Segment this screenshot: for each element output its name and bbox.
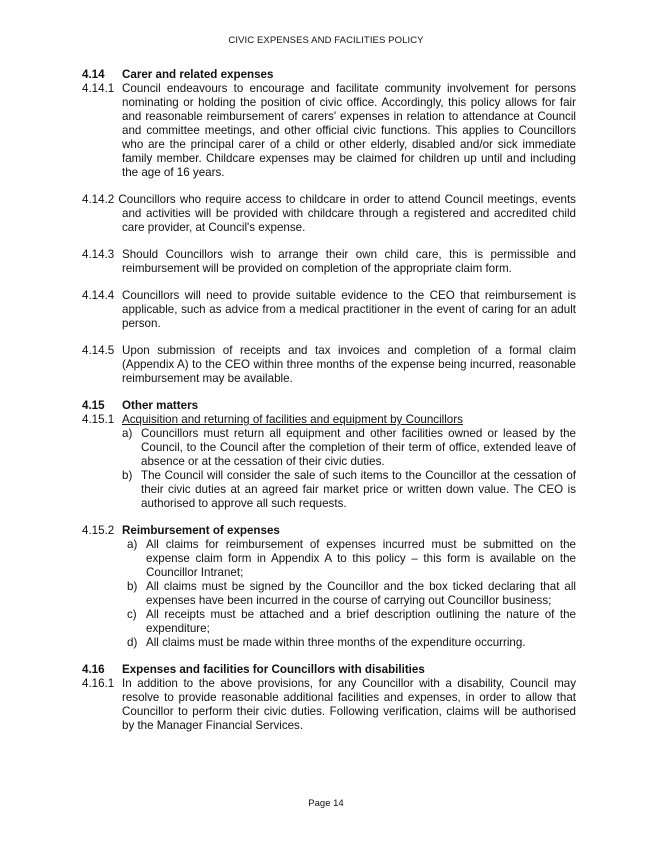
- item-text: All claims must be signed by the Councillor and the box ticked declaring that all expenses have been incurred in the course of carrying out Councillor business;: [146, 580, 576, 607]
- item-list: [127, 538, 576, 650]
- subsection-4-15-2: [82, 524, 576, 538]
- item-text: All receipts must be attached and a brief description outlining the nature of the expenditure;: [146, 608, 576, 635]
- list-item: [122, 469, 576, 511]
- document-body: [82, 68, 576, 733]
- item-letter: b): [122, 469, 133, 482]
- list-item: [127, 538, 576, 580]
- clause-number: 4.14.3: [82, 248, 115, 261]
- section-heading-4-16: [82, 663, 576, 677]
- item-letter: d): [127, 636, 138, 649]
- item-letter: a): [122, 427, 133, 440]
- list-item: [127, 636, 576, 650]
- item-text: Councillors must return all equipment and other facilities owned or leased by the Council, to the Council after the completion of their term of office, extended leave of absence or at the cessation of their civic duties.: [141, 427, 576, 468]
- section-title: Carer and related expenses: [122, 68, 274, 81]
- clause-text: In addition to the above provisions, for any Councillor with a disability, Council may resolve to provide reasonable additional facilities and expenses, in order to allow that Councillor to perform their civic duties. Following verification, claims will be authorised by the Manager Financial Services.: [122, 677, 576, 732]
- clause-text: Council endeavours to encourage and facilitate community involvement for persons nominating or holding the position of civic office. Accordingly, this policy allows for fair and reasonable reimbursement of carers' expenses in relation to attendance at Council and committee meetings, and other official civic functions. This applies to Councillors who are the principal carer of a child or other elderly, disabled and/or sick immediate family member. Childcare expenses may be claimed for children up until and including the age of 16 years.: [122, 82, 576, 179]
- subsection-number: 4.15.2: [82, 524, 115, 537]
- page-number: Page 14: [308, 798, 344, 809]
- item-text: All claims must be made within three months of the expenditure occurring.: [146, 636, 526, 649]
- section-number: 4.14: [82, 68, 105, 81]
- clause-number: 4.14.4: [82, 289, 115, 302]
- item-letter: a): [127, 538, 138, 551]
- item-letter: c): [127, 608, 137, 621]
- clause-text: Should Councillors wish to arrange their own child care, this is permissible and reimbursement will be provided on completion of the appropriate claim form.: [122, 248, 576, 275]
- subsection-title: Reimbursement of expenses: [122, 524, 280, 537]
- section-number: 4.16: [82, 663, 105, 676]
- clause-number: 4.16.1: [82, 677, 115, 690]
- section-heading-4-15: [82, 399, 576, 413]
- clause-text: Councillors will need to provide suitable evidence to the CEO that reimbursement is applicable, such as advice from a medical practitioner in the event of caring for an adult person.: [122, 289, 576, 330]
- clause-4-14-4: [82, 289, 576, 331]
- clause-number: 4.14.1: [82, 82, 115, 95]
- clause-number: 4.14.5: [82, 344, 115, 357]
- clause-number: 4.14.2: [82, 193, 115, 206]
- subsection-number: 4.15.1: [82, 413, 115, 426]
- section-title: Other matters: [122, 399, 199, 412]
- clause-4-14-1: [82, 82, 576, 180]
- subsection-title: Acquisition and returning of facilities and equipment by Councillors: [122, 413, 463, 426]
- page-header: CIVIC EXPENSES AND FACILITIES POLICY: [228, 35, 424, 46]
- section-heading-4-14: [82, 68, 576, 82]
- clause-body: Councillors who require access to childcare in order to attend Council meetings, events and activities will be provided with childcare through a registered and accredited child care provider, at Council's expense.: [118, 193, 576, 234]
- list-item: [122, 427, 576, 469]
- item-text: All claims for reimbursement of expenses incurred must be submitted on the expense claim form in Appendix A to this policy – this form is available on the Councillor Intranet;: [146, 538, 576, 579]
- item-list: [122, 427, 576, 511]
- list-item: [127, 608, 576, 636]
- clause-text: Upon submission of receipts and tax invoices and completion of a formal claim (Appendix A) to the CEO within three months of the expense being incurred, reasonable reimbursement may be available.: [122, 344, 576, 385]
- item-text: The Council will consider the sale of such items to the Councillor at the cessation of their civic duties at an agreed fair market price or written down value. The CEO is authorised to approve all such requests.: [141, 469, 576, 510]
- section-title: Expenses and facilities for Councillors with disabilities: [122, 663, 425, 676]
- list-item: [127, 580, 576, 608]
- subsection-4-15-1: [82, 413, 576, 427]
- item-letter: b): [127, 580, 138, 593]
- section-number: 4.15: [82, 399, 105, 412]
- clause-4-14-2: [82, 193, 576, 235]
- clause-4-16-1: [82, 677, 576, 733]
- clause-4-14-3: [82, 248, 576, 276]
- clause-4-14-5: [82, 344, 576, 386]
- clause-text: [82, 193, 576, 235]
